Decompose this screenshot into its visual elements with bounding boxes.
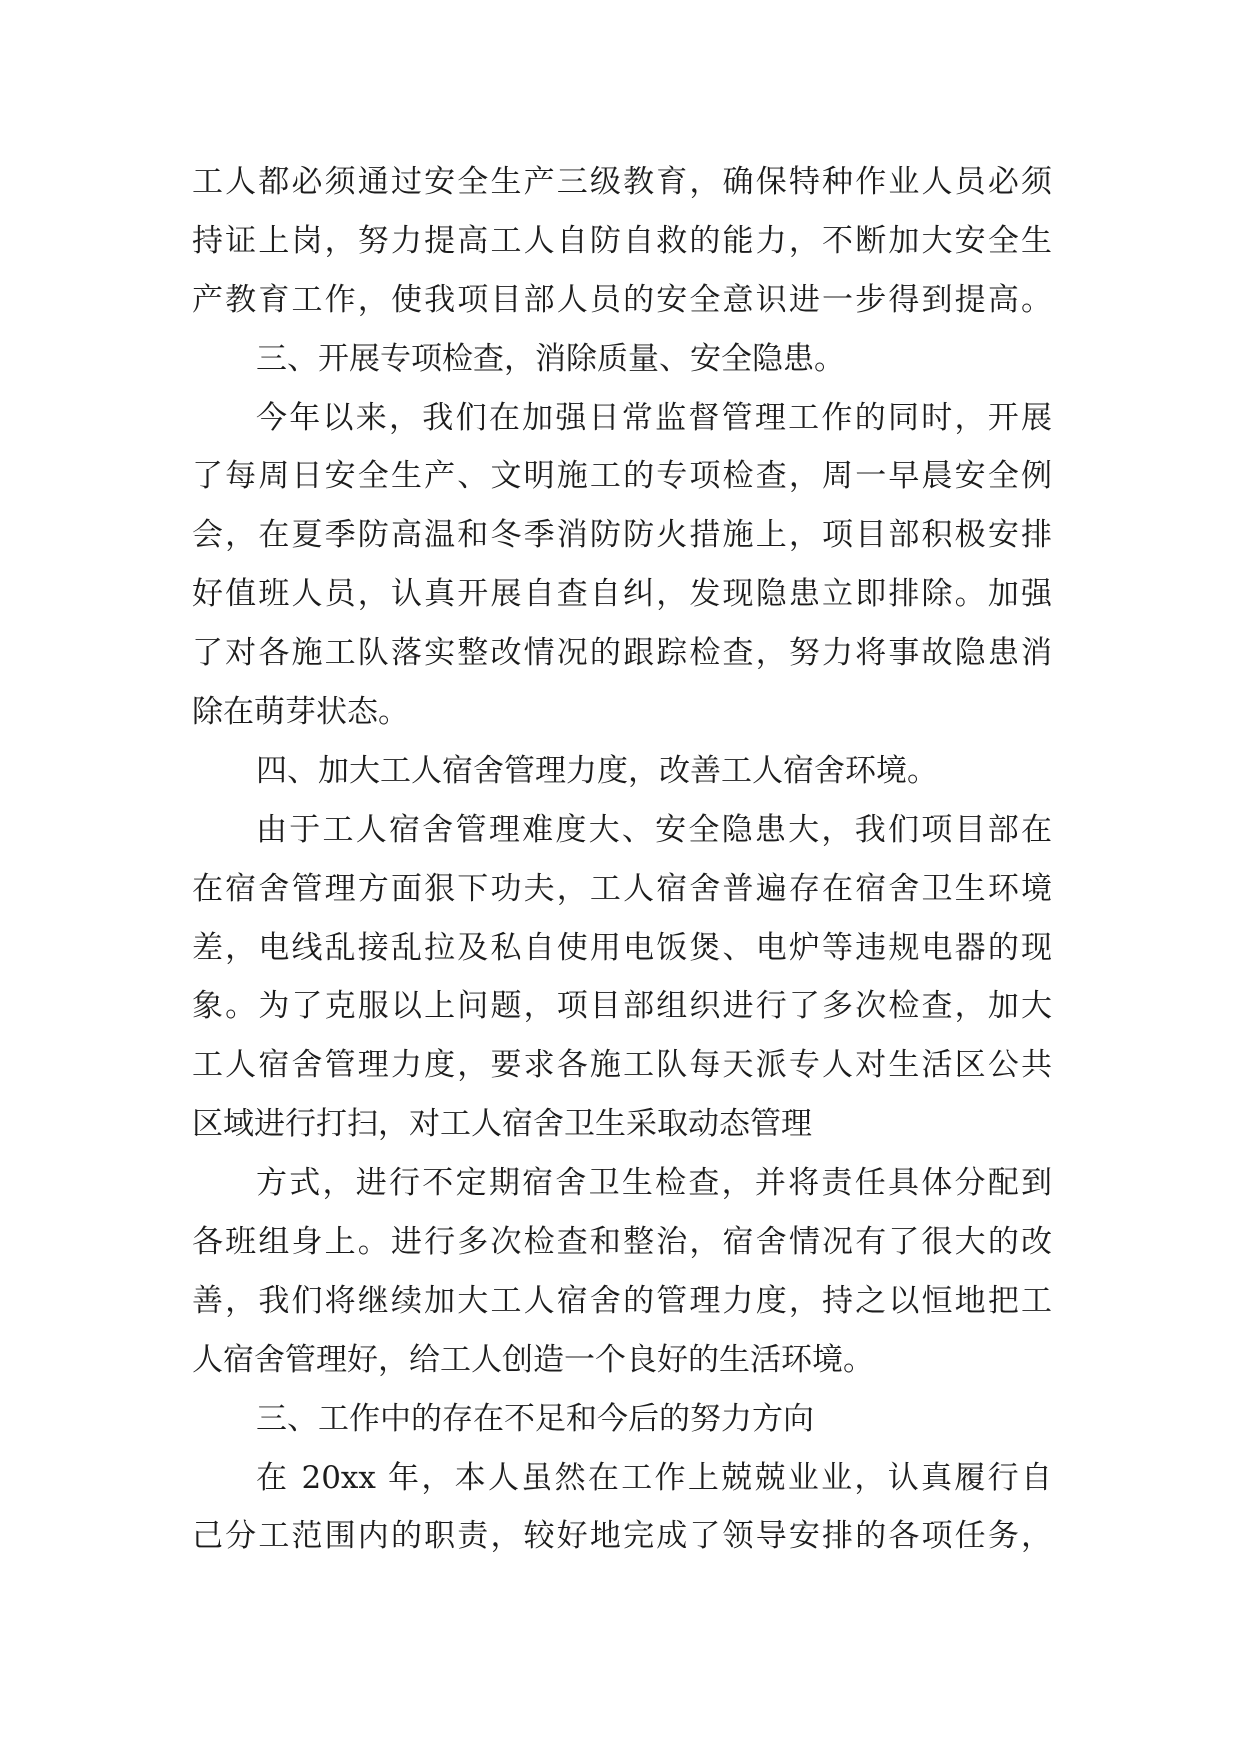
text-line: 区域进行打扫，对工人宿舍卫生采取动态管理 [192, 1106, 812, 1143]
text-line: 象。为了克服以上问题，项目部组织进行了多次检查，加大 [192, 988, 1052, 1025]
text-line: 由于工人宿舍管理难度大、安全隐患大，我们项目部在 [256, 811, 1052, 848]
section-heading: 三、工作中的存在不足和今后的努力方向 [256, 1400, 814, 1437]
text-line: 会，在夏季防高温和冬季消防防火措施上，项目部积极安排 [192, 517, 1052, 554]
text-line: 除在萌芽状态。 [192, 694, 409, 731]
text-line: 方式，进行不定期宿舍卫生检查，并将责任具体分配到 [256, 1165, 1052, 1202]
text-line: 持证上岗，努力提高工人自防自救的能力，不断加大安全生 [192, 222, 1052, 259]
text-line: 己分工范围内的职责，较好地完成了领导安排的各项任务， [192, 1518, 1052, 1555]
text-line: 在 20xx 年，本人虽然在工作上兢兢业业，认真履行自 [256, 1459, 1052, 1496]
text-line: 工人宿舍管理力度，要求各施工队每天派专人对生活区公共 [192, 1047, 1052, 1084]
text-line: 好值班人员，认真开展自查自纠，发现隐患立即排除。加强 [192, 576, 1052, 613]
text-line: 今年以来，我们在加强日常监督管理工作的同时，开展 [256, 399, 1052, 436]
body-text [192, 153, 1052, 1566]
section-heading: 三、开展专项检查，消除质量、安全隐患。 [256, 340, 845, 377]
text-line: 了每周日安全生产、文明施工的专项检查，周一早晨安全例 [192, 458, 1052, 495]
text-line: 差，电线乱接乱拉及私自使用电饭煲、电炉等违规电器的现 [192, 929, 1052, 966]
text-line: 工人都必须通过安全生产三级教育，确保特种作业人员必须 [192, 164, 1052, 200]
text-line: 人宿舍管理好，给工人创造一个良好的生活环境。 [192, 1341, 874, 1378]
text-line: 了对各施工队落实整改情况的跟踪检查，努力将事故隐患消 [192, 635, 1052, 672]
text-line: 产教育工作，使我项目部人员的安全意识进一步得到提高。 [192, 281, 1052, 318]
text-line: 各班组身上。进行多次检查和整治，宿舍情况有了很大的改 [192, 1224, 1052, 1261]
section-heading: 四、加大工人宿舍管理力度，改善工人宿舍环境。 [256, 752, 938, 789]
text-line: 在宿舍管理方面狠下功夫，工人宿舍普遍存在宿舍卫生环境 [192, 870, 1052, 907]
text-line: 善，我们将继续加大工人宿舍的管理力度，持之以恒地把工 [192, 1282, 1052, 1319]
